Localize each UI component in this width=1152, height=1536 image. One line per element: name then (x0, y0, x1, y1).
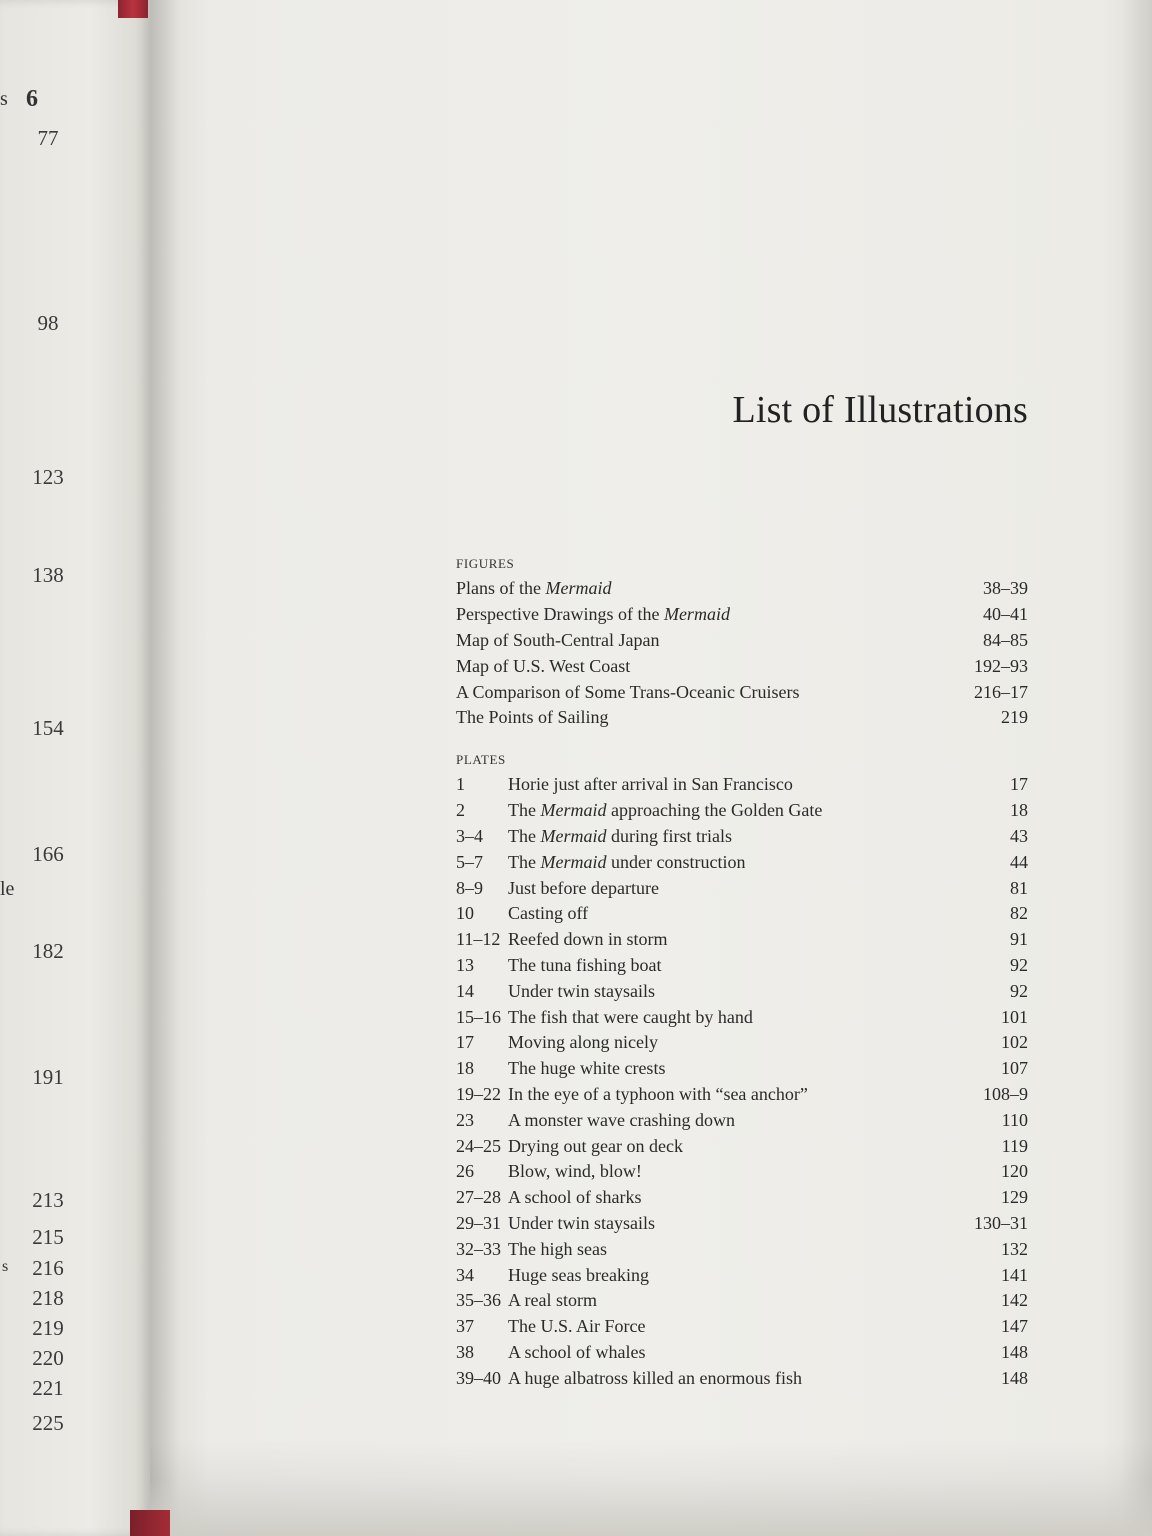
left-page-number: 220 (32, 1346, 64, 1370)
figure-row (456, 576, 1028, 602)
left-page-number: 216 (32, 1256, 64, 1280)
page-number: 101 (1001, 1006, 1028, 1027)
left-page-number: 215 (32, 1225, 64, 1249)
page-edge-shadow (1120, 0, 1152, 1536)
entry-title (508, 1290, 1028, 1311)
plate-number: 39–40 (456, 1367, 501, 1388)
plate-number: 15–16 (456, 1006, 501, 1027)
plate-number: 23 (456, 1109, 474, 1130)
page-number: 91 (1010, 929, 1028, 950)
entry-title-text: Map of South-Central Japan (456, 629, 660, 650)
entry-title (456, 604, 1028, 625)
page-number: 142 (1001, 1290, 1028, 1311)
page-bottom-edge (150, 1440, 1152, 1536)
plates-heading: PLATES (456, 752, 506, 767)
left-page-number: 182 (32, 939, 64, 963)
page-number: 141 (1001, 1264, 1028, 1285)
plate-number: 8–9 (456, 877, 483, 898)
plate-number: 19–22 (456, 1083, 501, 1104)
entry-title-text: Perspective Drawings of the (456, 604, 664, 625)
plate-number: 14 (456, 980, 474, 1001)
plate-row (456, 849, 1028, 875)
entry-title-text: Casting off (508, 903, 589, 924)
left-page-fragment: s (0, 88, 8, 110)
entry-title-italic: Mermaid (540, 800, 607, 821)
entry-title (508, 981, 1028, 1002)
entry-title (508, 955, 1028, 976)
plate-row (456, 798, 1028, 824)
entry-title (508, 878, 1028, 899)
entry-title-text: The fish that were caught by hand (508, 1006, 753, 1027)
page-number: 147 (1001, 1316, 1028, 1337)
left-page-number: 225 (32, 1411, 64, 1435)
entry-title-text: A huge albatross killed an enormous fish (508, 1367, 802, 1388)
entry-title-text: Plans of the (456, 578, 546, 599)
left-page-number: 98 (37, 311, 59, 335)
entry-title (508, 1058, 1028, 1079)
page-number: 192–93 (974, 655, 1028, 676)
plate-row (456, 1082, 1028, 1108)
entry-title (508, 1007, 1028, 1028)
plate-number: 18 (456, 1058, 474, 1079)
left-page-number: 219 (32, 1316, 64, 1340)
page-number: 108–9 (983, 1083, 1028, 1104)
left-page-number: 191 (32, 1065, 64, 1089)
entry-title (456, 630, 1028, 651)
entry-title (508, 1265, 1028, 1286)
page-number: 148 (1001, 1341, 1028, 1362)
left-page-heading-number: 6 (26, 86, 38, 112)
left-page (0, 0, 150, 1536)
plate-number: 29–31 (456, 1212, 501, 1233)
page-number: 132 (1001, 1238, 1028, 1259)
entry-title-italic: Mermaid (540, 825, 607, 846)
page-number: 120 (1001, 1161, 1028, 1182)
plate-number: 35–36 (456, 1290, 501, 1311)
plate-row (456, 1365, 1028, 1391)
entry-title (508, 903, 1028, 924)
page-number: 82 (1010, 903, 1028, 924)
plate-row (456, 901, 1028, 927)
page-number: 129 (1001, 1187, 1028, 1208)
entry-title (508, 1161, 1028, 1182)
left-page-number: 213 (32, 1188, 64, 1212)
entry-title-text: The (508, 800, 541, 821)
entry-title (508, 852, 1028, 873)
entry-title-text: Map of U.S. West Coast (456, 655, 631, 676)
page-number: 110 (1001, 1109, 1028, 1130)
plate-row (456, 953, 1028, 979)
plate-row (456, 1236, 1028, 1262)
page-number: 18 (1010, 800, 1028, 821)
page-number: 81 (1010, 877, 1028, 898)
plate-number: 17 (456, 1032, 474, 1053)
entry-title (508, 1239, 1028, 1260)
plate-number: 2 (456, 800, 465, 821)
plate-number: 38 (456, 1341, 474, 1362)
entry-title (456, 656, 1028, 677)
plate-number: 37 (456, 1316, 474, 1337)
plate-number: 3–4 (456, 825, 483, 846)
entry-title (508, 1187, 1028, 1208)
plate-row (456, 1056, 1028, 1082)
entry-title (508, 1368, 1028, 1389)
entry-title-text: The (508, 851, 541, 872)
plate-row (456, 1262, 1028, 1288)
plate-number: 10 (456, 903, 474, 924)
entry-title-text: In the eye of a typhoon with “sea anchor” (508, 1083, 808, 1104)
plate-row (456, 1185, 1028, 1211)
plate-row (456, 978, 1028, 1004)
left-page-fragment: s (2, 1258, 9, 1275)
entry-title (508, 1032, 1028, 1053)
entry-title-text: The Points of Sailing (456, 707, 609, 728)
entry-title-text: The tuna fishing boat (508, 954, 662, 975)
left-page-number: 154 (32, 716, 64, 740)
figure-row (456, 653, 1028, 679)
page-number: 84–85 (983, 629, 1028, 650)
entry-title (456, 682, 1028, 703)
page-number: 44 (1010, 851, 1028, 872)
entry-title-text: during first trials (606, 825, 732, 846)
page-number: 216–17 (974, 681, 1028, 702)
page-number: 148 (1001, 1367, 1028, 1388)
plate-row (456, 1030, 1028, 1056)
entry-title (508, 1316, 1028, 1337)
page-number: 92 (1010, 954, 1028, 975)
page-number: 43 (1010, 825, 1028, 846)
entry-title-italic: Mermaid (540, 851, 607, 872)
plate-row (456, 1159, 1028, 1185)
plate-row (456, 1340, 1028, 1366)
entry-title-text: A Comparison of Some Trans-Oceanic Cruisers (456, 681, 800, 702)
figure-row (456, 628, 1028, 654)
entry-title (508, 1342, 1028, 1363)
left-page-number: 138 (32, 563, 64, 587)
plate-row (456, 1314, 1028, 1340)
plate-row (456, 1288, 1028, 1314)
page-number: 92 (1010, 980, 1028, 1001)
entry-title-text: The huge white crests (508, 1058, 666, 1079)
entry-title-text: Drying out gear on deck (508, 1135, 683, 1156)
page-number: 130–31 (974, 1212, 1028, 1233)
plate-row (456, 824, 1028, 850)
entry-title-text: Under twin staysails (508, 1212, 655, 1233)
entry-title-text: A school of sharks (508, 1187, 642, 1208)
page-number: 107 (1001, 1058, 1028, 1079)
entry-title-text: approaching the Golden Gate (606, 800, 823, 821)
plate-row (456, 875, 1028, 901)
entry-title (508, 1213, 1028, 1234)
entry-title-text: Under twin staysails (508, 980, 655, 1001)
plate-row (456, 1133, 1028, 1159)
entry-title-text: A monster wave crashing down (508, 1109, 735, 1130)
figure-row (456, 705, 1028, 731)
entry-title-text: The high seas (508, 1238, 607, 1259)
entry-title-text: Just before departure (508, 877, 659, 898)
plate-number: 13 (456, 954, 474, 975)
entry-title-text: under construction (606, 851, 746, 872)
plate-number: 32–33 (456, 1238, 501, 1259)
entry-title (508, 826, 1028, 847)
figure-row (456, 679, 1028, 705)
plate-number: 24–25 (456, 1135, 501, 1156)
left-page-number: 221 (32, 1376, 64, 1400)
plate-row (456, 772, 1028, 798)
left-page-number: 218 (32, 1286, 64, 1310)
entry-title (508, 1084, 1028, 1105)
left-page-number: 123 (32, 465, 64, 489)
book-spine-bottom (130, 1510, 170, 1536)
plate-number: 34 (456, 1264, 474, 1285)
left-page-fragment: le (0, 878, 15, 900)
book-spine-top (118, 0, 148, 18)
plate-number: 27–28 (456, 1187, 501, 1208)
plate-row (456, 1211, 1028, 1237)
entry-title-text: Reefed down in storm (508, 929, 668, 950)
plate-number: 26 (456, 1161, 474, 1182)
entry-title-text: The U.S. Air Force (508, 1316, 646, 1337)
entry-title (508, 929, 1028, 950)
entry-title-text: Horie just after arrival in San Francisco (508, 774, 793, 795)
entry-title-text: A school of whales (508, 1341, 646, 1362)
entry-title-italic: Mermaid (663, 604, 730, 625)
plate-row (456, 1004, 1028, 1030)
entry-title-text: Moving along nicely (508, 1032, 658, 1053)
figures-heading: FIGURES (456, 556, 515, 571)
left-page-number: 77 (37, 126, 59, 150)
figure-row (456, 602, 1028, 628)
entry-title-text: The (508, 825, 541, 846)
entry-title-italic: Mermaid (545, 578, 612, 599)
entry-title (508, 1136, 1028, 1157)
gutter-shadow (150, 0, 180, 1536)
plate-row (456, 1107, 1028, 1133)
entry-title (456, 578, 1028, 599)
plate-number: 1 (456, 774, 465, 795)
entry-title-text: Blow, wind, blow! (508, 1161, 642, 1182)
entry-title-text: A real storm (508, 1290, 597, 1311)
figures-list (456, 576, 1028, 731)
entry-title (508, 1110, 1028, 1131)
page-number: 17 (1010, 774, 1028, 795)
page-number: 102 (1001, 1032, 1028, 1053)
page-number: 40–41 (983, 604, 1028, 625)
plate-number: 11–12 (456, 929, 501, 950)
left-page-number: 166 (32, 842, 64, 866)
page-number: 219 (1001, 707, 1028, 728)
plate-row (456, 927, 1028, 953)
plates-list (456, 772, 1028, 1391)
plate-number: 5–7 (456, 851, 483, 872)
entry-title (508, 800, 1028, 821)
page-number: 119 (1001, 1135, 1028, 1156)
entry-title (456, 707, 1028, 728)
page-title: List of Illustrations (732, 389, 1028, 431)
entry-title-text: Huge seas breaking (508, 1264, 649, 1285)
page-number: 38–39 (983, 578, 1028, 599)
entry-title (508, 774, 1028, 795)
